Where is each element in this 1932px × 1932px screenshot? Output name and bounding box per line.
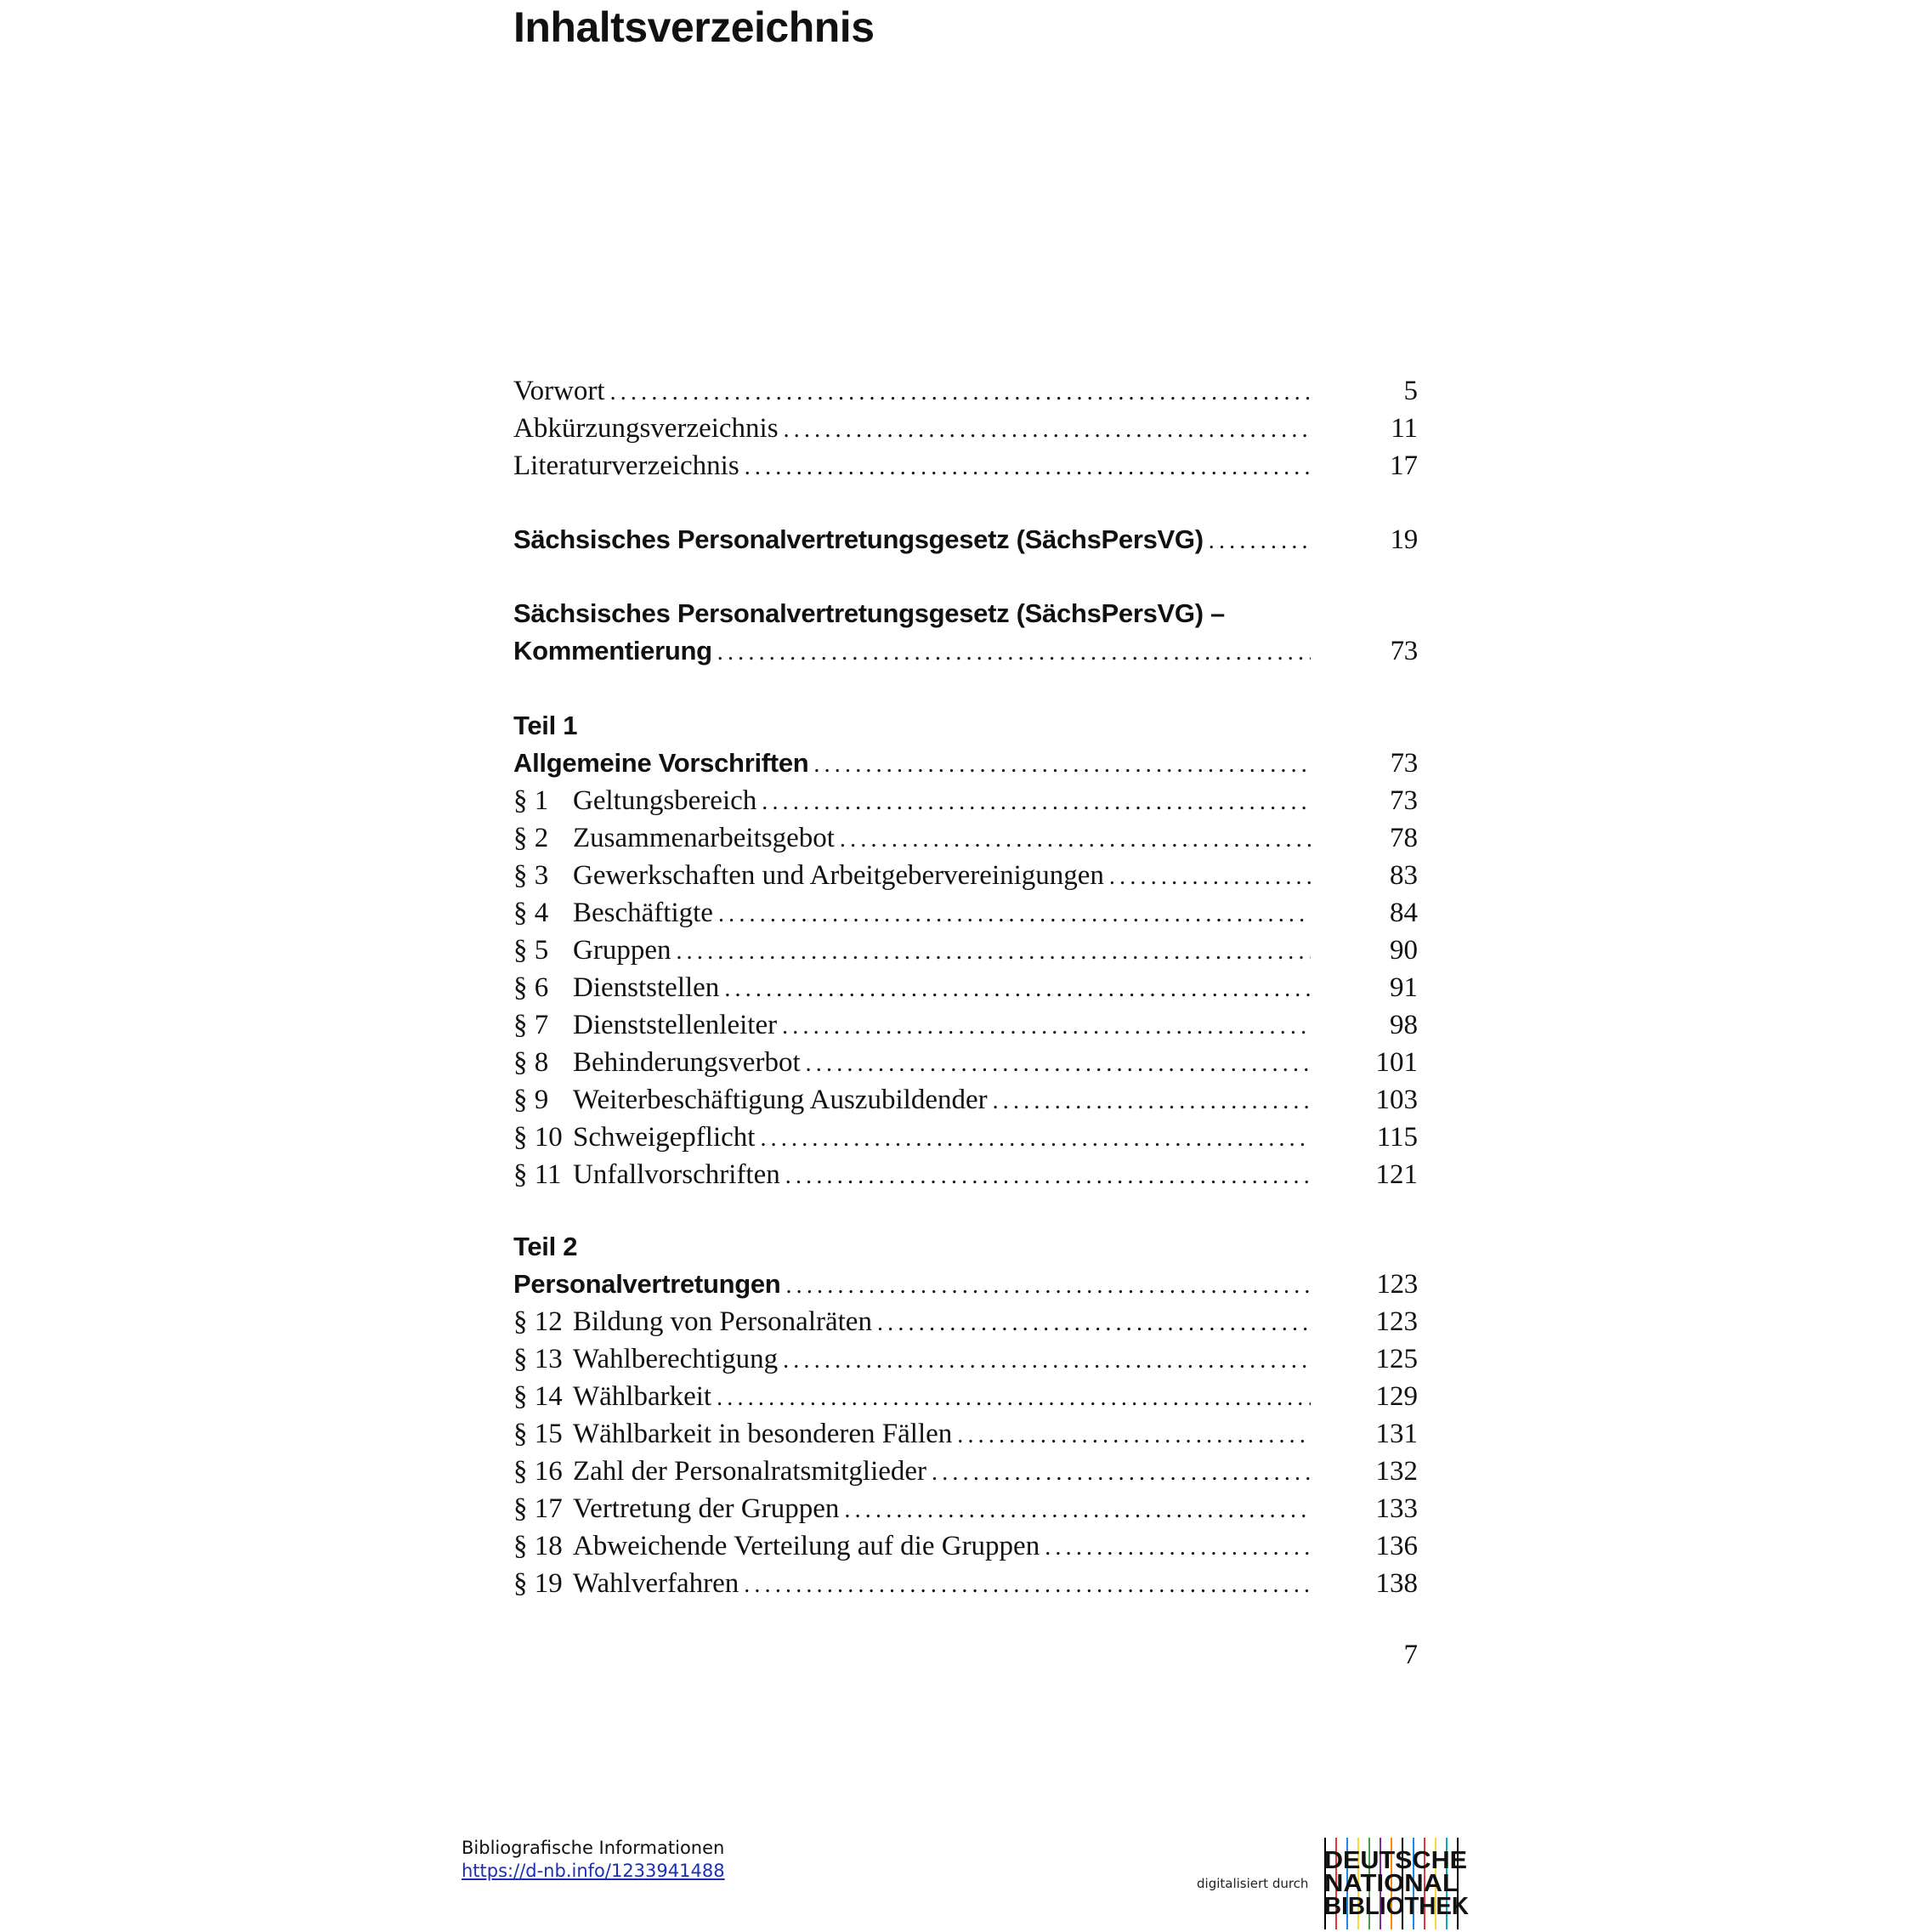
- section-page: 101: [1375, 1047, 1418, 1078]
- section-page: 115: [1376, 1122, 1418, 1153]
- toc-entry-vorwort[interactable]: [513, 372, 1418, 410]
- toc-section-entry[interactable]: [513, 1378, 1418, 1415]
- section-title: Abweichende Verteilung auf die Gruppen: [573, 1531, 1040, 1561]
- dot-leader: [676, 933, 1311, 971]
- dot-leader: [932, 1454, 1311, 1492]
- dot-leader: [610, 374, 1311, 411]
- section-number: § 10: [513, 1122, 563, 1153]
- section-title: Unfallvorschriften: [573, 1159, 780, 1190]
- section-page: 133: [1375, 1493, 1418, 1524]
- toc-entry-label: Kommentierung: [513, 636, 712, 666]
- section-page: 84: [1390, 898, 1418, 928]
- section-page: 138: [1375, 1568, 1418, 1599]
- teil1-heading: Teil 1: [513, 711, 578, 740]
- dot-leader: [877, 1305, 1311, 1342]
- section-page: 83: [1390, 860, 1418, 891]
- dot-leader: [724, 971, 1311, 1008]
- section-title: Schweigepflicht: [573, 1122, 756, 1153]
- toc-entry-label: Allgemeine Vorschriften: [513, 748, 809, 778]
- dot-leader: [840, 821, 1311, 858]
- dot-leader: [1109, 858, 1311, 896]
- toc-section-entry[interactable]: [513, 1119, 1418, 1156]
- section-number: § 2: [513, 823, 549, 853]
- section-page: 131: [1375, 1419, 1418, 1449]
- toc-section-entry[interactable]: [513, 1006, 1418, 1044]
- section-page: 73: [1390, 785, 1418, 816]
- toc-entry-commentary[interactable]: [513, 632, 1418, 670]
- toc-entry-abkuerzungsverzeichnis[interactable]: [513, 410, 1418, 447]
- logo-text-line: NATIONAL: [1324, 1870, 1459, 1897]
- dot-leader: [760, 1120, 1311, 1158]
- section-title: Gewerkschaften und Arbeitgebervereinigungen: [573, 860, 1104, 891]
- section-title: Behinderungsverbot: [573, 1047, 801, 1078]
- section-number: § 9: [513, 1085, 549, 1115]
- section-number: § 3: [513, 860, 549, 891]
- section-title: Wählbarkeit in besonderen Fällen: [573, 1419, 953, 1449]
- dot-leader: [1045, 1529, 1311, 1567]
- dot-leader: [806, 1045, 1311, 1083]
- dot-leader: [744, 1567, 1311, 1604]
- toc-entry-page: 17: [1390, 450, 1418, 481]
- dot-leader: [993, 1083, 1311, 1120]
- dot-leader: [784, 411, 1311, 449]
- section-number: § 6: [513, 972, 549, 1003]
- section-number: § 7: [513, 1010, 549, 1040]
- dot-leader: [717, 1380, 1311, 1417]
- section-page: 132: [1375, 1456, 1418, 1487]
- section-number: § 17: [513, 1493, 563, 1524]
- section-title: Weiterbeschäftigung Auszubildender: [573, 1085, 988, 1115]
- section-title: Geltungsbereich: [573, 785, 757, 816]
- toc-section-entry[interactable]: [513, 1490, 1418, 1527]
- toc-section-entry[interactable]: [513, 819, 1418, 857]
- page-title: Inhaltsverzeichnis: [513, 3, 875, 51]
- toc-entry-literaturverzeichnis[interactable]: [513, 447, 1418, 484]
- biblio-label: Bibliografische Informationen: [462, 1838, 725, 1858]
- section-title: Bildung von Personalräten: [573, 1306, 872, 1337]
- toc-entry-page: 73: [1390, 636, 1418, 666]
- section-page: 78: [1390, 823, 1418, 853]
- section-page: 125: [1375, 1344, 1418, 1374]
- section-number: § 1: [513, 785, 549, 816]
- section-number: § 19: [513, 1568, 563, 1599]
- section-page: 103: [1375, 1085, 1418, 1115]
- toc-section-entry[interactable]: [513, 1081, 1418, 1119]
- toc-section-entry[interactable]: [513, 1527, 1418, 1565]
- section-number: § 13: [513, 1344, 563, 1374]
- toc-section-entry[interactable]: [513, 782, 1418, 819]
- section-title: Dienststellenleiter: [573, 1010, 778, 1040]
- section-page: 98: [1390, 1010, 1418, 1040]
- dot-leader: [844, 1492, 1311, 1529]
- bibliographic-info: [462, 1837, 725, 1883]
- section-number: § 15: [513, 1419, 563, 1449]
- page-number: 7: [1403, 1640, 1418, 1670]
- toc-entry-page: 5: [1403, 376, 1418, 406]
- dot-leader: [785, 1158, 1311, 1195]
- dot-leader: [957, 1417, 1311, 1454]
- teil2-heading: Teil 2: [513, 1232, 578, 1261]
- dot-leader: [762, 784, 1311, 821]
- section-title: Vertretung der Gruppen: [573, 1493, 840, 1524]
- dot-leader: [717, 634, 1311, 671]
- section-title: Zahl der Personalratsmitglieder: [573, 1456, 927, 1487]
- section-title: Wahlverfahren: [573, 1568, 739, 1599]
- section-number: § 4: [513, 898, 549, 928]
- dot-leader: [785, 1267, 1311, 1305]
- toc-section-entry[interactable]: [513, 1415, 1418, 1453]
- toc-entry-page: 19: [1390, 524, 1418, 555]
- toc-section-entry[interactable]: [513, 932, 1418, 969]
- section-number: § 16: [513, 1456, 563, 1487]
- toc-section-entry[interactable]: [513, 1565, 1418, 1602]
- section-page: 123: [1375, 1306, 1418, 1337]
- dot-leader: [745, 449, 1311, 486]
- toc-section-entry[interactable]: [513, 1303, 1418, 1340]
- section-number: § 18: [513, 1531, 563, 1561]
- toc-entry-label: Personalvertretungen: [513, 1269, 781, 1299]
- toc-section-entry[interactable]: [513, 969, 1418, 1006]
- section-page: 91: [1390, 972, 1418, 1003]
- toc-section-entry[interactable]: [513, 894, 1418, 932]
- logo-text-line: BIBLIOTHEK: [1324, 1893, 1469, 1920]
- section-number: § 8: [513, 1047, 549, 1078]
- biblio-link[interactable]: https://d-nb.info/1233941488: [462, 1861, 725, 1881]
- section-number: § 5: [513, 935, 549, 966]
- section-title: Zusammenarbeitsgebot: [573, 823, 835, 853]
- section-title: Wahlberechtigung: [573, 1344, 779, 1374]
- toc-section-entry[interactable]: [513, 857, 1418, 894]
- toc-entry-label: Literaturverzeichnis: [513, 450, 739, 481]
- section-title: Gruppen: [573, 935, 671, 966]
- section-title: Wählbarkeit: [573, 1381, 712, 1412]
- toc-section-entry[interactable]: [513, 1453, 1418, 1490]
- section-page: 129: [1375, 1381, 1418, 1412]
- toc-entry-teil1[interactable]: [513, 745, 1418, 782]
- toc-section-entry[interactable]: [513, 1156, 1418, 1193]
- section-number: § 12: [513, 1306, 563, 1337]
- toc-entry-label: Sächsisches Personalvertretungsgesetz (SächsPersVG): [513, 524, 1204, 554]
- section-title: Beschäftigte: [573, 898, 713, 928]
- section-page: 121: [1375, 1159, 1418, 1190]
- toc-entry-law-text[interactable]: [513, 521, 1418, 558]
- section-number: § 11: [513, 1159, 562, 1190]
- section-page: 136: [1375, 1531, 1418, 1561]
- section-title: Dienststellen: [573, 972, 720, 1003]
- toc-entry-page: 73: [1390, 748, 1418, 779]
- logo-text-line: DEUTSCHE: [1324, 1847, 1467, 1874]
- toc-entry-label: Abkürzungsverzeichnis: [513, 413, 779, 444]
- dot-leader: [782, 1008, 1311, 1045]
- section-page: 90: [1390, 935, 1418, 966]
- commentary-heading: Sächsisches Personalvertretungsgesetz (SächsPersVG) –: [513, 598, 1225, 628]
- toc-entry-page: 11: [1391, 413, 1418, 444]
- toc-entry-label: Vorwort: [513, 376, 605, 406]
- dot-leader: [1209, 523, 1311, 560]
- toc-section-entry[interactable]: [513, 1044, 1418, 1081]
- section-number: § 14: [513, 1381, 563, 1412]
- dot-leader: [718, 896, 1311, 933]
- dot-leader: [813, 746, 1311, 784]
- toc-section-entry[interactable]: [513, 1340, 1418, 1378]
- dnb-logo: [1323, 1838, 1469, 1929]
- toc-entry-page: 123: [1376, 1269, 1418, 1300]
- digitalized-by-label: digitalisiert durch: [1197, 1876, 1309, 1891]
- toc-entry-teil2[interactable]: [513, 1266, 1418, 1303]
- dot-leader: [783, 1342, 1311, 1380]
